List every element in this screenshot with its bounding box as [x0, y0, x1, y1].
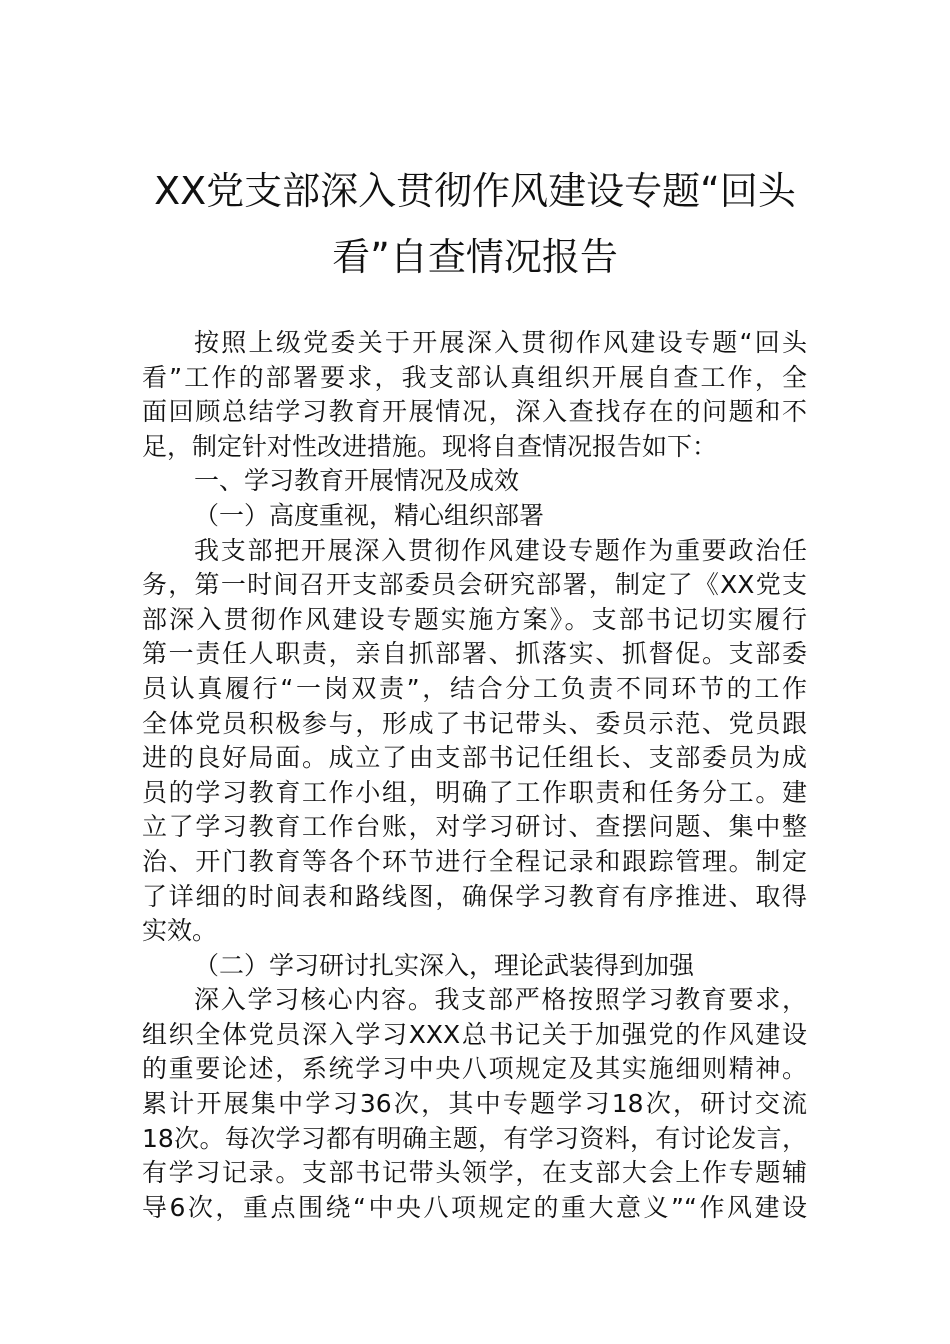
body-text-line: 组织全体党员深入学习XXX总书记关于加强党的作风建设	[142, 1019, 807, 1049]
body-text-line: 导6次，重点围绕“中央八项规定的重大意义”“作风建设	[142, 1192, 807, 1222]
body-text-line: 员的学习教育工作小组，明确了工作职责和任务分工。建	[142, 777, 807, 807]
body-text-line: 治、开门教育等各个环节进行全程记录和跟踪管理。制定	[142, 846, 807, 876]
document-title-line-1: XX党支部深入贯彻作风建设专题“回头	[154, 169, 796, 213]
body-text-line: 累计开展集中学习36次，其中专题学习18次，研讨交流	[142, 1089, 807, 1119]
body-text-line: 全体党员积极参与，形成了书记带头、委员示范、党员跟	[142, 708, 807, 738]
body-text-line: 按照上级党委关于开展深入贯彻作风建设专题“回头	[194, 328, 807, 357]
body-text-line: 部深入贯彻作风建设专题实施方案》。支部书记切实履行	[142, 604, 807, 634]
body-text-line: 立了学习教育工作台账，对学习研讨、查摆问题、集中整	[142, 812, 807, 842]
body-text-line: 员认真履行“一岗双责”，结合分工负责不同环节的工作	[142, 673, 807, 703]
document-body	[142, 326, 807, 1225]
body-text-line: 第一责任人职责，亲自抓部署、抓落实、抓督促。支部委	[142, 639, 807, 669]
body-text-line: （二）学习研讨扎实深入，理论武装得到加强	[194, 950, 695, 980]
document-title-line-2: 看”自查情况报告	[332, 235, 618, 279]
body-text-line: 我支部把开展深入贯彻作风建设专题作为重要政治任	[194, 535, 807, 565]
body-text-line: 面回顾总结学习教育开展情况，深入查找存在的问题和不	[142, 397, 807, 427]
body-text-line: 进的良好局面。成立了由支部书记任组长、支部委员为成	[142, 743, 807, 773]
body-text-line: 务，第一时间召开支部委员会研究部署，制定了《XX党支	[142, 570, 807, 600]
body-text-line: 实效。	[142, 916, 218, 946]
body-text-line: 有学习记录。支部书记带头领学，在支部大会上作专题辅	[142, 1158, 807, 1188]
body-text-line: 一、学习教育开展情况及成效	[194, 466, 520, 496]
body-text-line: 了详细的时间表和路线图，确保学习教育有序推进、取得	[142, 881, 807, 911]
body-text-line: 的重要论述，系统学习中央八项规定及其实施细则精神。	[142, 1054, 807, 1084]
body-text-line: 18次。每次学习都有明确主题，有学习资料，有讨论发言，	[142, 1123, 807, 1153]
body-text-line: 看”工作的部署要求，我支部认真组织开展自查工作，全	[142, 362, 807, 392]
body-text-line: （一）高度重视，精心组织部署	[194, 500, 545, 530]
body-text-line: 深入学习核心内容。我支部严格按照学习教育要求，	[194, 985, 807, 1015]
body-text-line: 足，制定针对性改进措施。现将自查情况报告如下：	[142, 431, 718, 461]
